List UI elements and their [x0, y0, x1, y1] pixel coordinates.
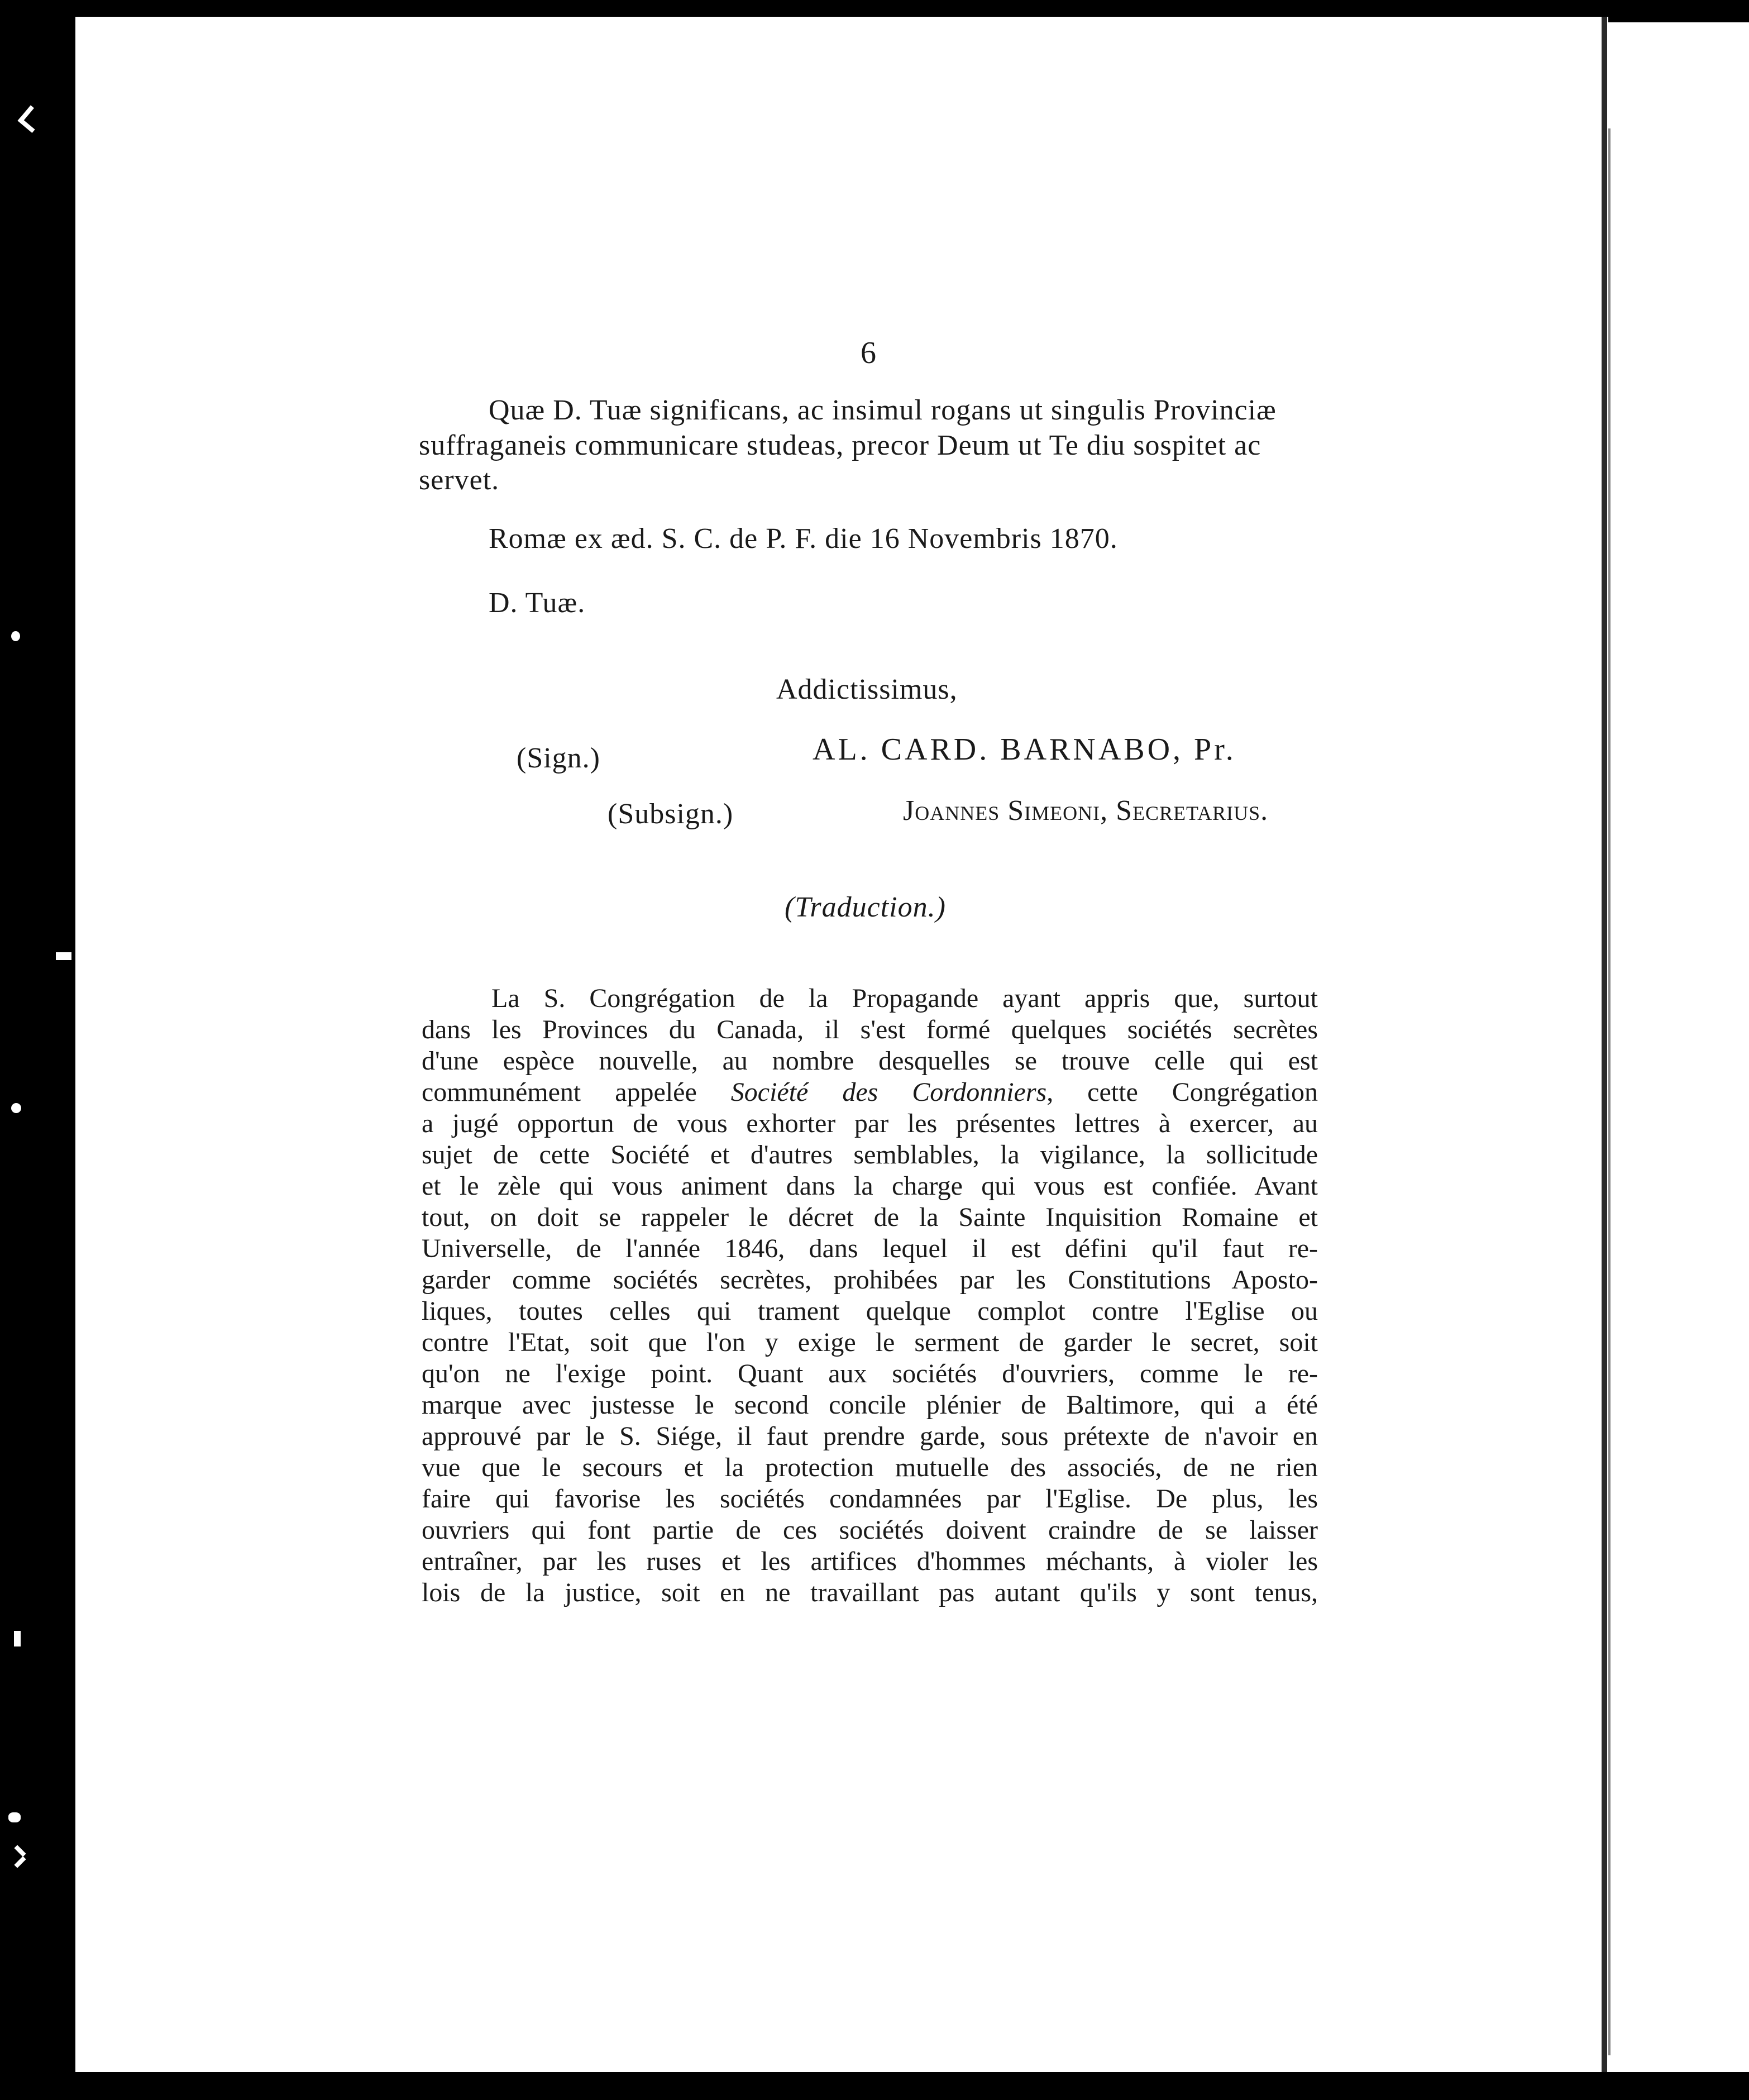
page-gutter [1602, 17, 1607, 2072]
french-text-line: entraîner, par les ruses et les artifices d'hommes méchants, à violer les [422, 1547, 1318, 1576]
french-text-line: sujet de cette Société et d'autres semblables, la vigilance, la sollicitude [422, 1140, 1318, 1170]
latin-salutation: D. Tuæ. [489, 587, 586, 619]
latin-date-line: Romæ ex æd. S. C. de P. F. die 16 Novembris 1870. [489, 523, 1118, 555]
french-text-line: communément appelée Société des Cordonniers, cette Congrégation [422, 1077, 1318, 1107]
scan-edge-mark [11, 631, 20, 641]
scan-edge-mark [17, 117, 35, 133]
french-text-line: approuvé par le S. Siége, il faut prendre garde, sous prétexte de n'avoir en [422, 1421, 1318, 1451]
subsign-label: (Subsign.) [608, 798, 734, 830]
french-text-line: a jugé opportun de vous exhorter par les présentes lettres à exercer, au [422, 1109, 1318, 1138]
scan-edge-mark [11, 1103, 21, 1113]
french-text-line: dans les Provinces du Canada, il s'est formé quelques sociétés secrètes [422, 1015, 1318, 1044]
french-text-line: vue que le secours et la protection mutuelle des associés, de ne rien [422, 1453, 1318, 1482]
scan-top-border [0, 0, 1749, 17]
french-text-line: Universelle, de l'année 1846, dans lequel il est défini qu'il faut re- [422, 1234, 1318, 1263]
signatory-name: AL. CARD. BARNABO, Pr. [813, 732, 1236, 767]
scan-edge-mark [14, 1856, 26, 1868]
french-text-line: contre l'Etat, soit que l'on y exige le serment de garder le secret, soit [422, 1328, 1318, 1357]
french-text-line: La S. Congrégation de la Propagande ayant appris que, surtout [491, 984, 1318, 1013]
sign-label: (Sign.) [517, 742, 600, 774]
latin-paragraph-line: servet. [419, 464, 500, 496]
facing-page-fold [1608, 128, 1611, 2055]
french-text-line: d'une espèce nouvelle, au nombre desquelles se trouve celle qui est [422, 1046, 1318, 1076]
french-text-line: et le zèle qui vous animent dans la charge qui vous est confiée. Avant [422, 1171, 1318, 1201]
french-text-line: lois de la justice, soit en ne travaillant pas autant qu'ils y sont tenus, [422, 1578, 1318, 1607]
secretary-name: Joannes Simeoni, Secretarius. [903, 795, 1269, 827]
latin-paragraph-line: Quæ D. Tuæ significans, ac insimul rogans ut singulis Provinciæ [489, 394, 1277, 426]
facing-page-edge [1608, 22, 1749, 2072]
latin-paragraph-line: suffraganeis communicare studeas, precor Deum ut Te diu sospitet ac [419, 429, 1261, 461]
scan-edge-mark [8, 1812, 21, 1822]
scan-edge-mark [56, 952, 71, 960]
latin-closing: Addictissimus, [776, 674, 958, 705]
society-name: Société des Cordonniers [730, 1077, 1047, 1107]
french-text-line: ouvriers qui font partie de ces sociétés doivent craindre de se laisser [422, 1515, 1318, 1545]
scan-edge-mark [14, 1845, 26, 1856]
french-text-line: garder comme sociétés secrètes, prohibées par les Constitutions Aposto- [422, 1265, 1318, 1295]
page-number: 6 [861, 336, 876, 370]
translation-heading: (Traduction.) [785, 891, 946, 923]
french-text-line: qu'on ne l'exige point. Quant aux sociétés d'ouvriers, comme le re- [422, 1359, 1318, 1388]
french-text-line: marque avec justesse le second concile plénier de Baltimore, qui a été [422, 1390, 1318, 1420]
french-text-line: liques, toutes celles qui trament quelque complot contre l'Eglise ou [422, 1296, 1318, 1326]
french-text-line: faire qui favorise les sociétés condamnées par l'Eglise. De plus, les [422, 1484, 1318, 1514]
scan-edge-mark [14, 1631, 21, 1646]
french-text-line: tout, on doit se rappeler le décret de la Sainte Inquisition Romaine et [422, 1202, 1318, 1232]
